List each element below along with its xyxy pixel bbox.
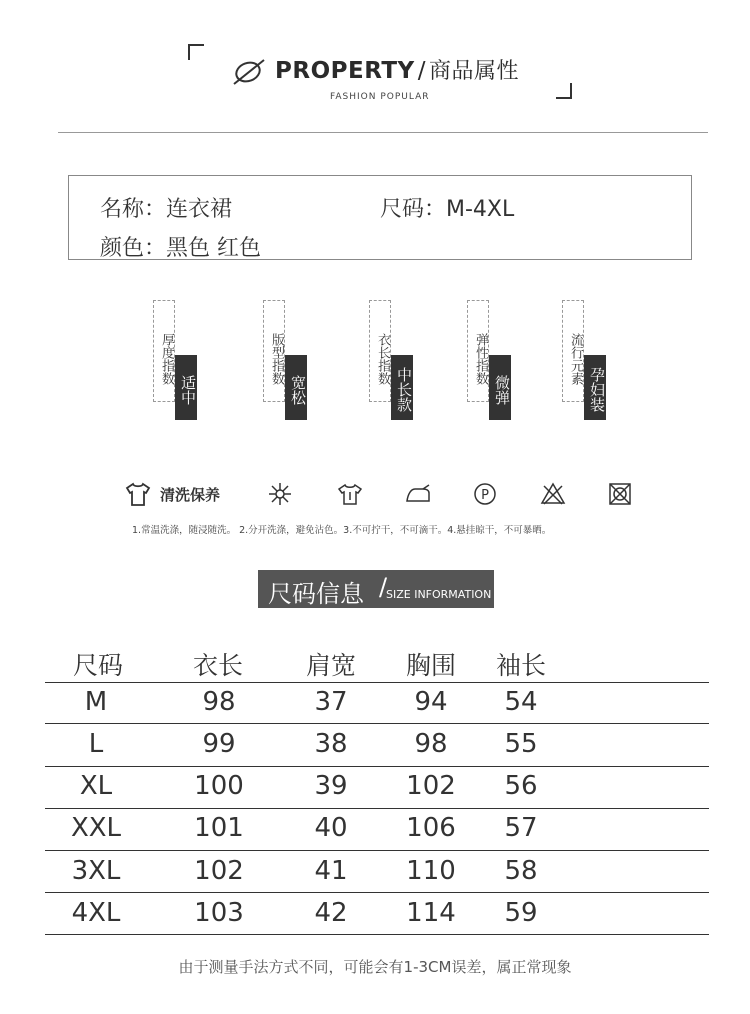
table-row bbox=[45, 725, 709, 767]
cell-size: L bbox=[88, 729, 104, 759]
cell-bust: 114 bbox=[406, 898, 456, 928]
cell-length: 99 bbox=[202, 729, 236, 759]
index-label: 厚度指数 bbox=[153, 300, 175, 402]
cell-size: M bbox=[84, 687, 108, 717]
cell-size: 4XL bbox=[71, 898, 121, 928]
title-cn: 商品属性 bbox=[428, 59, 519, 84]
leaf-logo-icon bbox=[231, 57, 267, 87]
cell-shoulder: 40 bbox=[314, 813, 348, 843]
cell-bust: 106 bbox=[406, 813, 456, 843]
index-label: 流行元素 bbox=[562, 300, 584, 402]
column-header-length: 衣长 bbox=[192, 651, 243, 680]
page-title bbox=[275, 54, 519, 85]
cell-sleeve: 54 bbox=[504, 687, 538, 717]
dry-clean-p-icon bbox=[471, 480, 499, 508]
cell-length: 102 bbox=[194, 856, 244, 886]
no-sunlight-icon bbox=[266, 480, 294, 508]
tshirt-icon bbox=[124, 480, 152, 508]
cell-shoulder: 38 bbox=[314, 729, 348, 759]
cell-shoulder: 42 bbox=[314, 898, 348, 928]
svg-text:P: P bbox=[481, 488, 489, 503]
index-value: 中长款 bbox=[391, 355, 413, 420]
cell-size: XL bbox=[79, 771, 113, 801]
table-row bbox=[45, 894, 709, 936]
index-value: 宽松 bbox=[285, 355, 307, 420]
care-instructions: 1.常温洗涤，随浸随洗。 2.分开洗涤，避免沾色。3.不可拧干，不可滴干。4.悬挂晾干，不可暴晒。 bbox=[132, 525, 552, 536]
size-info-title-cn: 尺码信息 bbox=[268, 580, 364, 608]
no-iron-icon bbox=[404, 480, 432, 508]
title-en: PROPERTY bbox=[275, 58, 415, 84]
size-info-slash: / bbox=[379, 573, 388, 601]
cell-length: 101 bbox=[194, 813, 244, 843]
cell-sleeve: 58 bbox=[504, 856, 538, 886]
column-header-shoulder: 肩宽 bbox=[305, 651, 356, 680]
index-tag-length bbox=[369, 300, 419, 420]
care-label: 清洗保养 bbox=[160, 486, 221, 504]
column-header-size: 尺码 bbox=[72, 651, 123, 680]
index-tag-style bbox=[562, 300, 612, 420]
corner-mark-top-left bbox=[188, 44, 204, 60]
column-header-bust: 胸围 bbox=[405, 651, 456, 680]
index-tag-fit bbox=[263, 300, 313, 420]
cell-sleeve: 56 bbox=[504, 771, 538, 801]
cell-length: 100 bbox=[194, 771, 244, 801]
cell-length: 98 bbox=[202, 687, 236, 717]
cell-bust: 98 bbox=[414, 729, 448, 759]
index-value: 微弹 bbox=[489, 355, 511, 420]
product-size-range: 尺码：M-4XL bbox=[380, 197, 515, 222]
index-value: 孕妇装 bbox=[584, 355, 606, 420]
hang-dry-icon bbox=[336, 480, 364, 508]
cell-shoulder: 41 bbox=[314, 856, 348, 886]
measurement-note: 由于测量手法方式不同，可能会有1-3CM误差，属正常现象 bbox=[178, 958, 572, 976]
index-label: 弹性指数 bbox=[467, 300, 489, 402]
size-info-title-en: SIZE INFORMATION bbox=[386, 588, 492, 601]
no-tumble-dry-icon bbox=[606, 480, 634, 508]
index-value: 适中 bbox=[175, 355, 197, 420]
corner-mark-bottom-right bbox=[556, 83, 572, 99]
divider bbox=[58, 132, 708, 133]
size-info-header bbox=[258, 570, 494, 608]
cell-shoulder: 39 bbox=[314, 771, 348, 801]
product-colors: 颜色：黑色 红色 bbox=[100, 236, 261, 261]
cell-bust: 102 bbox=[406, 771, 456, 801]
index-tag-thickness bbox=[153, 300, 203, 420]
table-row bbox=[45, 852, 709, 894]
table-row bbox=[45, 767, 709, 809]
cell-size: XXL bbox=[70, 813, 122, 843]
table-row bbox=[45, 809, 709, 851]
index-tag-elasticity bbox=[467, 300, 517, 420]
cell-length: 103 bbox=[194, 898, 244, 928]
product-name: 名称：连衣裙 bbox=[100, 197, 233, 222]
no-bleach-icon bbox=[539, 480, 567, 508]
cell-size: 3XL bbox=[71, 856, 121, 886]
table-row bbox=[45, 683, 709, 725]
cell-sleeve: 55 bbox=[504, 729, 538, 759]
cell-bust: 110 bbox=[406, 856, 456, 886]
index-label: 衣长指数 bbox=[369, 300, 391, 402]
cell-shoulder: 37 bbox=[314, 687, 348, 717]
subtitle: FASHION POPULAR bbox=[330, 92, 430, 102]
column-header-sleeve: 袖长 bbox=[495, 651, 546, 680]
cell-sleeve: 59 bbox=[504, 898, 538, 928]
index-label: 版型指数 bbox=[263, 300, 285, 402]
title-slash: / bbox=[417, 58, 426, 84]
cell-sleeve: 57 bbox=[504, 813, 538, 843]
cell-bust: 94 bbox=[414, 687, 448, 717]
